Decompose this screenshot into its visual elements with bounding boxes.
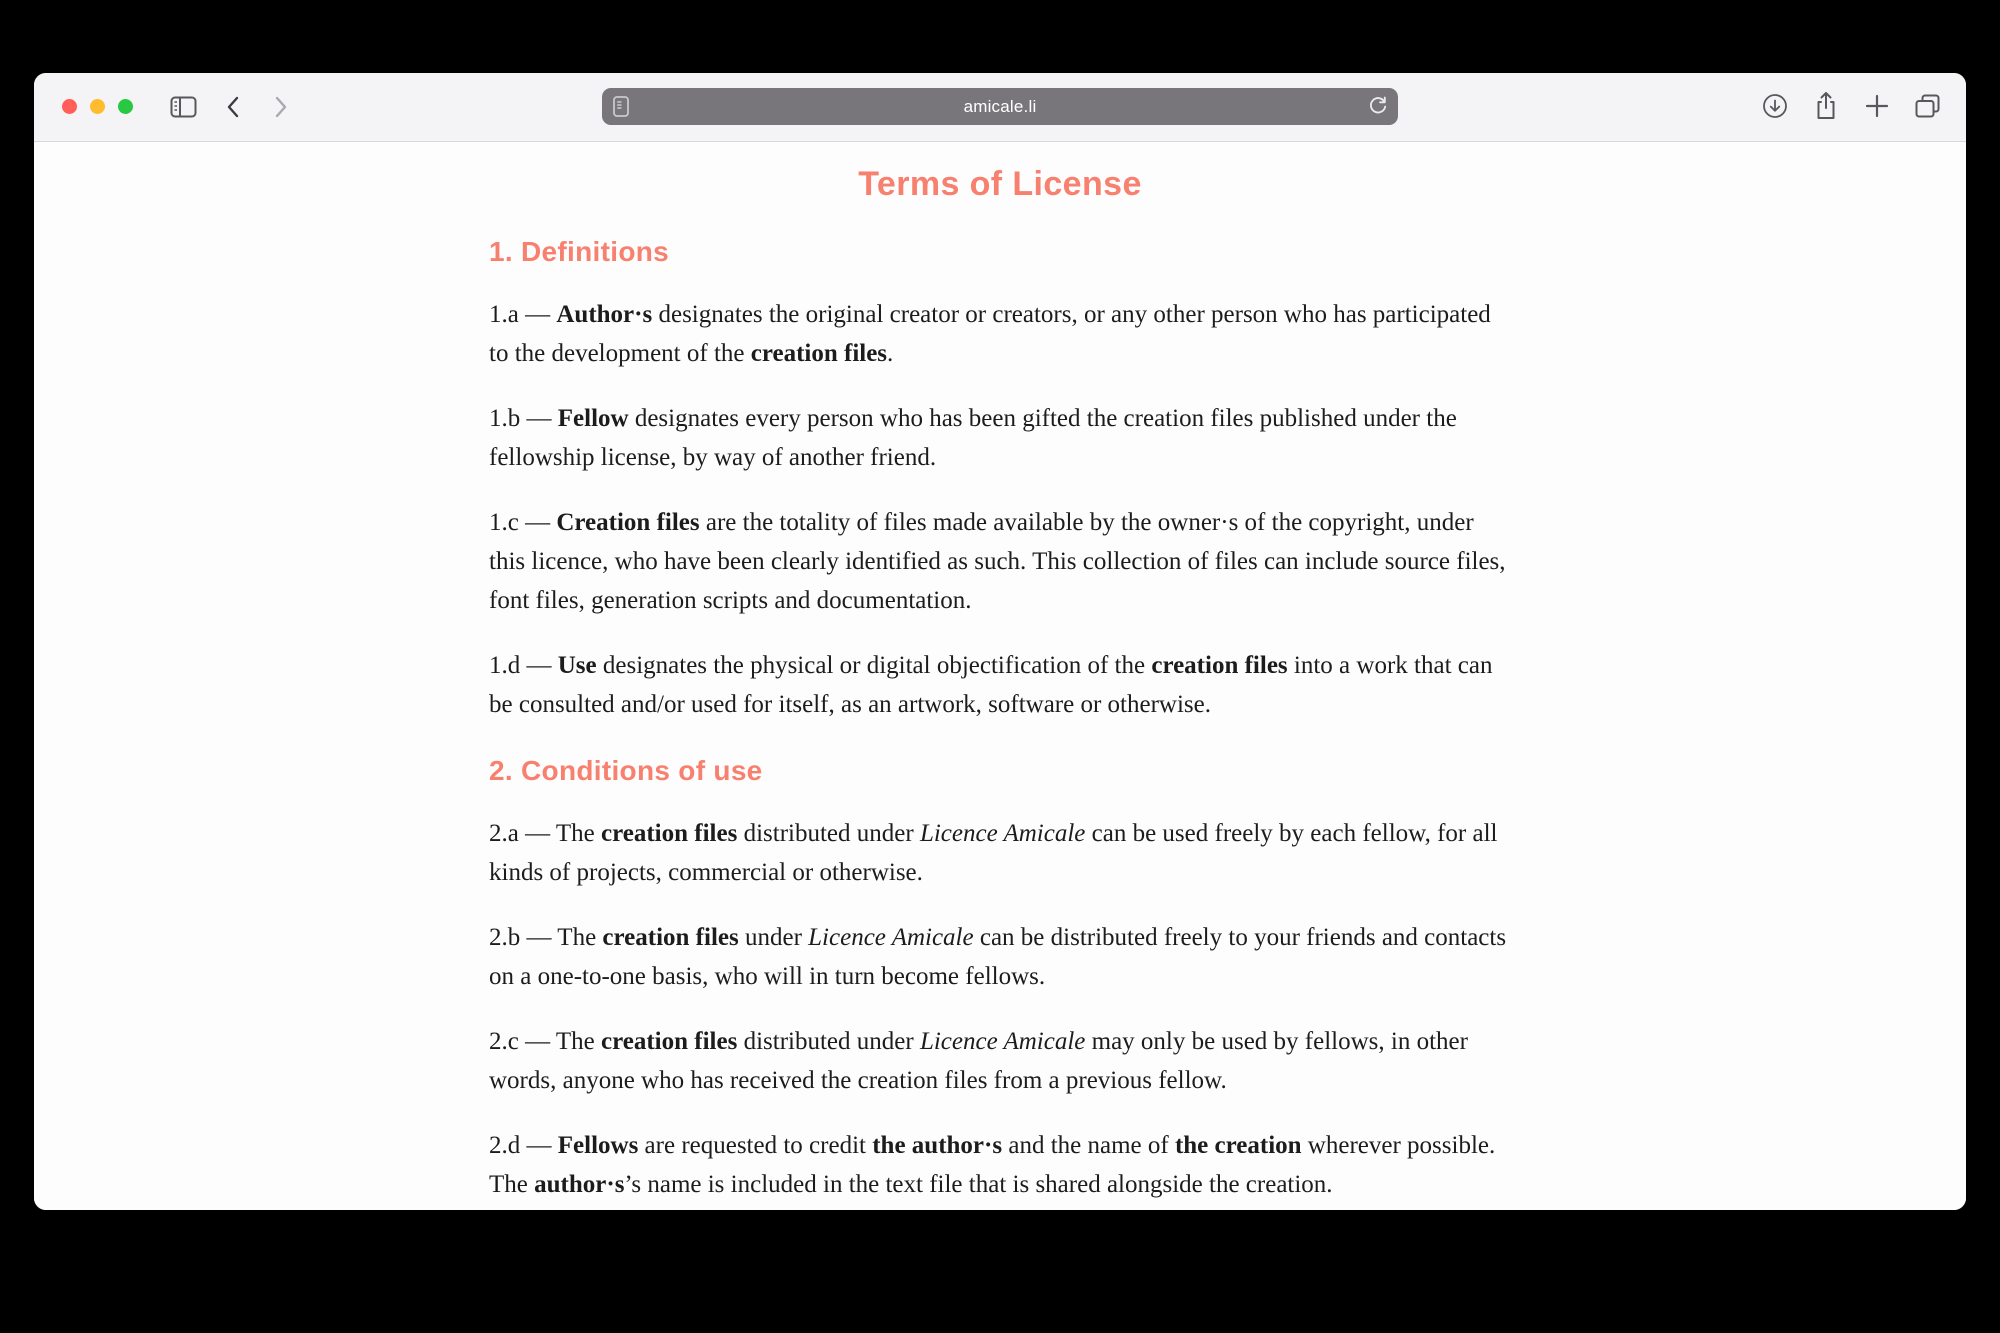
plus-icon (1865, 94, 1889, 121)
section-heading: 2. Conditions of use (489, 755, 763, 786)
paragraph: 2.b — The creation files under Licence Amicale can be distributed freely to your friends and contacts on a one-to-one basis, who will in turn become fellows. (489, 924, 1507, 990)
paragraph: 1.d — Use designates the physical or digital objectification of the creation files into a work that can be consulted and/or used for itself, as an artwork, software or otherwise. (489, 652, 1493, 718)
paragraph: 1.b — Fellow designates every person who has been gifted the creation files published under the fellowship license, by way of another friend. (489, 405, 1457, 471)
tabs-icon (1914, 93, 1942, 122)
downloads-button[interactable] (1761, 91, 1789, 123)
browser-toolbar (34, 73, 1966, 142)
paragraph: 1.a — Author·s designates the original creator or creators, or any other person who has participated to the development of the creation files. (489, 301, 1491, 367)
download-icon (1762, 93, 1788, 122)
section-heading: 1. Definitions (489, 236, 669, 267)
paragraph: 2.d — Fellows are requested to credit the author·s and the name of the creation wherever possible. The author·s’s name is included in the text file that is shared alongside the creation. (489, 1132, 1496, 1198)
license-sections (489, 235, 1511, 1204)
chevron-left-icon (226, 96, 240, 118)
url-text: amicale.li (963, 96, 1037, 116)
tab-overview-button[interactable] (1914, 91, 1942, 123)
sidebar-toggle-button[interactable] (166, 91, 200, 123)
share-button[interactable] (1812, 91, 1840, 123)
page-title: Terms of License (858, 165, 1142, 203)
reload-icon (1367, 105, 1389, 120)
window-controls (62, 99, 133, 114)
reader-view-icon[interactable] (613, 96, 629, 122)
address-bar[interactable] (602, 88, 1398, 125)
close-button[interactable] (62, 99, 77, 114)
reload-button[interactable] (1367, 95, 1389, 120)
paragraph: 2.a — The creation files distributed under Licence Amicale can be used freely by each fellow, for all kinds of projects, commercial or otherwise. (489, 820, 1498, 886)
license-document (489, 163, 1511, 1204)
browser-window (34, 73, 1966, 1210)
zoom-button[interactable] (118, 99, 133, 114)
new-tab-button[interactable] (1863, 91, 1891, 123)
chevron-right-icon (274, 96, 288, 118)
page-content (34, 142, 1966, 1210)
sidebar-icon (170, 96, 197, 118)
share-icon (1814, 91, 1838, 124)
toolbar-right-group (1761, 91, 1942, 123)
paragraph: 2.c — The creation files distributed under Licence Amicale may only be used by fellows, in other words, anyone who has received the creation files from a previous fellow. (489, 1028, 1468, 1094)
minimize-button[interactable] (90, 99, 105, 114)
paragraph: 1.c — Creation files are the totality of files made available by the owner·s of the copyright, under this licence, who have been clearly identified as such. This collection of files can include source files, font files, generation scripts and documentation. (489, 509, 1506, 614)
back-button[interactable] (216, 91, 250, 123)
forward-button[interactable] (264, 91, 298, 123)
